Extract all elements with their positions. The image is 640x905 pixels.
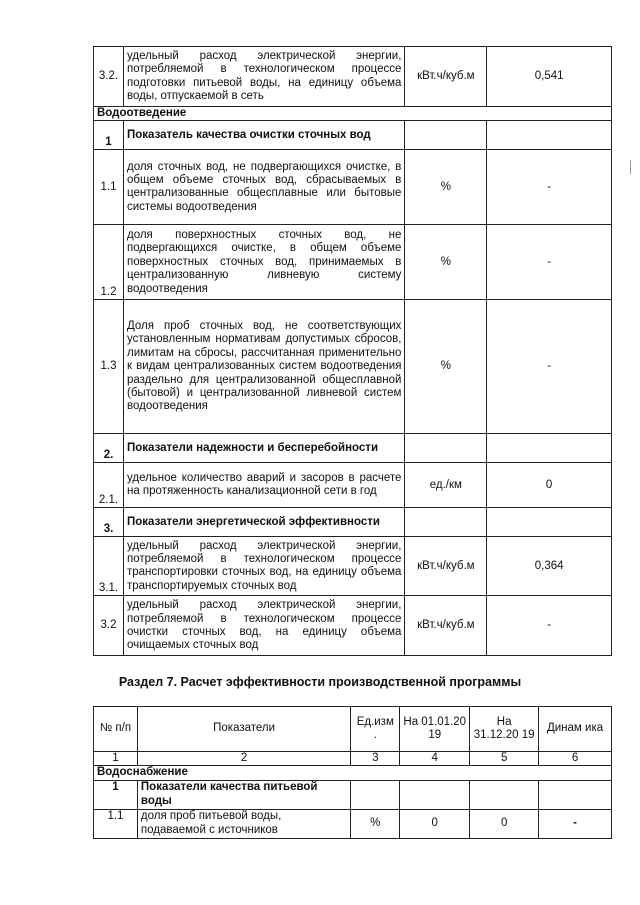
row-unit: % <box>351 809 400 838</box>
table-row <box>94 225 612 300</box>
row-description: удельный расход электрической энергии, потребляемой в технологическом процессе очистки сточных вод, на единицу объема очищаемых сточных вод <box>123 596 404 656</box>
table-header-row <box>94 707 612 752</box>
row-value: 0,364 <box>487 537 612 596</box>
row-number: 2.1. <box>94 463 124 508</box>
col-header-end-date: На 31.12.20 19 <box>470 707 539 752</box>
row-description: Доля проб сточных вод, не соответствующих установленным нормативам допустимых сбросов, лимитам на сбросы, рассчитанная применительно к видам централизованных систем водоотведения раздельно для централизованной общесплавной (бытовой) и централизованной ливневой систем водоотведения <box>123 300 404 434</box>
col-header-number: № п/п <box>94 707 138 752</box>
row-description: Показатели надежности и бесперебойности <box>123 434 404 463</box>
table-row <box>94 809 612 838</box>
row-unit: ед./км <box>405 463 487 508</box>
col-number: 6 <box>539 752 612 766</box>
table-row <box>94 596 612 656</box>
table-row <box>94 47 612 107</box>
indicators-table-continued <box>93 46 612 656</box>
row-value: 0,541 <box>487 47 612 107</box>
row-description: Показатели энергетической эффективности <box>123 508 404 537</box>
row-unit: % <box>405 225 487 300</box>
col-header-start-date: На 01.01.20 19 <box>400 707 470 752</box>
row-value-end: 0 <box>470 809 539 838</box>
table-row <box>94 780 612 809</box>
row-dynamics: - <box>539 809 612 838</box>
col-number: 3 <box>351 752 400 766</box>
row-unit: кВт.ч/куб.м <box>405 596 487 656</box>
section-7-title: Раздел 7. Расчет эффективности производственной программы <box>118 675 522 689</box>
col-header-unit: Ед.изм . <box>351 707 400 752</box>
table-row <box>94 537 612 596</box>
row-description: доля поверхностных сточных вод, не подвергающихся очистке, в общем объеме поверхностных сточных вод, принимаемых в централизованную ливневую систему водоотведения <box>123 225 404 300</box>
table-row <box>94 508 612 537</box>
section-row <box>94 107 612 121</box>
row-value: - <box>487 225 612 300</box>
row-value: 0 <box>487 463 612 508</box>
col-header-dynamics: Динам ика <box>539 707 612 752</box>
row-number: 1 <box>94 780 138 809</box>
table-row <box>94 434 612 463</box>
row-number: 2. <box>94 434 124 463</box>
col-number: 5 <box>470 752 539 766</box>
col-header-indicators: Показатели <box>137 707 350 752</box>
column-number-row <box>94 752 612 766</box>
row-description: Показатель качества очистки сточных вод <box>123 121 404 150</box>
row-description: доля проб питьевой воды, подаваемой с источников <box>137 809 350 838</box>
row-unit: кВт.ч/куб.м <box>405 537 487 596</box>
col-number: 2 <box>137 752 350 766</box>
section-row <box>94 766 612 780</box>
row-number: 1.3 <box>94 300 124 434</box>
col-number: 4 <box>400 752 470 766</box>
row-unit: % <box>405 150 487 225</box>
row-description: Показатели качества питьевой воды <box>137 780 350 809</box>
row-value: - <box>487 596 612 656</box>
table-row <box>94 463 612 508</box>
section-title: Водоснабжение <box>94 766 612 780</box>
row-number: 3.2 <box>94 596 124 656</box>
row-number: 3. <box>94 508 124 537</box>
row-unit: кВт.ч/куб.м <box>405 47 487 107</box>
row-description: удельный расход электрической энергии, потребляемой в технологическом процессе транспортировки сточных вод, на единицу объема транспортируемых сточных вод <box>123 537 404 596</box>
row-number: 3.2. <box>94 47 124 107</box>
row-description: доля сточных вод, не подвергающихся очистке, в общем объеме сточных вод, сбрасываемых в централизованные общесплавные или бытовые системы водоотведения <box>123 150 404 225</box>
row-number: 1.2 <box>94 225 124 300</box>
row-description: удельное количество аварий и засоров в расчете на протяженность канализационной сети в год <box>123 463 404 508</box>
row-number: 1 <box>94 121 124 150</box>
row-value: - <box>487 300 612 434</box>
row-number: 3.1. <box>94 537 124 596</box>
efficiency-table <box>93 706 612 839</box>
row-value-start: 0 <box>400 809 470 838</box>
row-number: 1.1 <box>94 150 124 225</box>
col-number: 1 <box>94 752 138 766</box>
row-value: - <box>487 150 612 225</box>
table-row <box>94 121 612 150</box>
row-number: 1.1 <box>94 809 138 838</box>
section-title: Водоотведение <box>94 107 612 121</box>
scan-mark <box>630 160 631 174</box>
row-unit: % <box>405 300 487 434</box>
row-description: удельный расход электрической энергии, потребляемой в технологическом процессе подготовки питьевой воды, на единицу объема воды, отпускаемой в сеть <box>123 47 404 107</box>
table-row <box>94 150 612 225</box>
table-row <box>94 300 612 434</box>
